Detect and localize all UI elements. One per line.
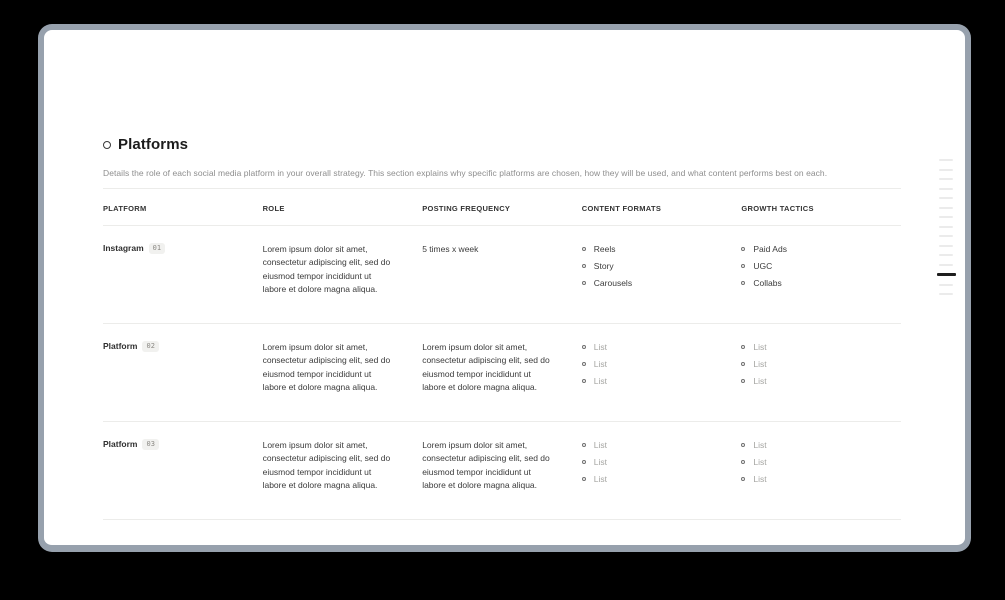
column-header-platform: PLATFORM [103, 204, 147, 213]
platform-number-badge: 01 [149, 243, 165, 254]
list-item[interactable] [741, 376, 876, 386]
list-item-label: List [593, 474, 608, 484]
table-row-platform-02[interactable] [103, 324, 901, 422]
list-item-label: Collabs [753, 278, 782, 288]
list-item-label: List [753, 342, 767, 352]
bullet-icon [582, 379, 586, 383]
list-item-label: List [753, 457, 767, 467]
list-item-label: List [753, 359, 767, 369]
table-header-row [103, 189, 901, 225]
list-item-label: List [753, 474, 767, 484]
role-cell[interactable]: Lorem ipsum dolor sit amet, consectetur adipiscing elit, sed do eiusmod tempor incididunt ut labore et dolore magna aliqua. [262, 342, 391, 393]
outline-dash[interactable] [939, 254, 953, 256]
list-item[interactable] [741, 359, 876, 369]
content-formats-list [582, 244, 717, 288]
list-item[interactable] [741, 342, 876, 352]
list-item-label: Story [593, 261, 614, 271]
platform-number-badge: 02 [142, 341, 158, 352]
list-item[interactable] [582, 440, 717, 450]
document-card [38, 24, 971, 552]
outline-dash-active[interactable] [937, 273, 956, 276]
list-item[interactable] [582, 457, 717, 467]
growth-tactics-list [741, 342, 876, 386]
posting-frequency-cell[interactable]: Lorem ipsum dolor sit amet, consectetur adipiscing elit, sed do eiusmod tempor incididunt ut labore et dolore magna aliqua. [422, 342, 550, 393]
column-header-role: ROLE [262, 204, 285, 213]
growth-tactics-list [741, 244, 876, 288]
content-formats-list [582, 342, 717, 386]
platform-name: Platform [103, 439, 138, 450]
bullet-icon [582, 362, 586, 366]
platform-name: Platform [103, 341, 138, 352]
list-item[interactable] [582, 261, 717, 271]
posting-frequency-cell[interactable]: 5 times x week [422, 244, 479, 254]
list-item-label: List [593, 457, 608, 467]
list-item-label: List [593, 376, 608, 386]
document-content [103, 30, 907, 545]
list-item[interactable] [741, 440, 876, 450]
bullet-icon [582, 460, 586, 464]
posting-frequency-cell[interactable]: Lorem ipsum dolor sit amet, consectetur adipiscing elit, sed do eiusmod tempor incididunt ut labore et dolore magna aliqua. [422, 440, 550, 491]
bullet-icon [582, 247, 586, 251]
bullet-icon [582, 345, 586, 349]
platform-name: Instagram [103, 243, 144, 254]
column-header-content-formats: CONTENT FORMATS [581, 204, 662, 213]
outline-dash[interactable] [939, 178, 953, 180]
list-item[interactable] [741, 474, 876, 484]
list-item[interactable] [582, 278, 717, 288]
list-item-label: List [593, 359, 608, 369]
outline-dash[interactable] [939, 169, 953, 171]
growth-tactics-list [741, 440, 876, 484]
section-title: Platforms [118, 136, 189, 153]
bullet-icon [741, 443, 745, 447]
list-item-label: Carousels [593, 278, 633, 288]
list-item-label: List [753, 440, 767, 450]
list-item[interactable] [582, 376, 717, 386]
bullet-icon [741, 362, 745, 366]
section-bullet-icon [103, 141, 111, 149]
list-item[interactable] [582, 342, 717, 352]
outline-dash[interactable] [939, 264, 953, 266]
bullet-icon [741, 281, 745, 285]
column-header-posting-frequency: POSTING FREQUENCY [422, 204, 511, 213]
list-item[interactable] [741, 457, 876, 467]
bullet-icon [741, 477, 745, 481]
outline-dash[interactable] [939, 284, 953, 286]
bullet-icon [582, 281, 586, 285]
list-item[interactable] [582, 474, 717, 484]
list-item[interactable] [582, 359, 717, 369]
table-row-platform-03[interactable] [103, 422, 901, 520]
bullet-icon [582, 443, 586, 447]
outline-dash[interactable] [939, 197, 953, 199]
list-item-label: UGC [753, 261, 773, 271]
bullet-icon [741, 379, 745, 383]
outline-dash[interactable] [939, 188, 953, 190]
platforms-table [103, 188, 901, 520]
outline-dash[interactable] [939, 216, 953, 218]
bullet-icon [582, 264, 586, 268]
section-description: Details the role of each social media platform in your overall strategy. This section explains why specific platforms are chosen, how they will be used, and what content performs best on each. [103, 168, 828, 178]
list-item-label: List [753, 376, 767, 386]
list-item-label: Paid Ads [753, 244, 787, 254]
section-heading[interactable] [103, 136, 188, 153]
list-item[interactable] [741, 278, 876, 288]
list-item-label: List [593, 342, 608, 352]
outline-dash[interactable] [939, 207, 953, 209]
role-cell[interactable]: Lorem ipsum dolor sit amet, consectetur adipiscing elit, sed do eiusmod tempor incididunt ut labore et dolore magna aliqua. [262, 244, 391, 295]
platform-number-badge: 03 [142, 439, 158, 450]
outline-dash[interactable] [939, 159, 953, 161]
outline-dash[interactable] [939, 245, 953, 247]
list-item-label: Reels [593, 244, 616, 254]
bullet-icon [741, 247, 745, 251]
list-item[interactable] [741, 261, 876, 271]
list-item-label: List [593, 440, 608, 450]
table-row-instagram[interactable] [103, 226, 901, 324]
list-item[interactable] [582, 244, 717, 254]
bullet-icon [582, 477, 586, 481]
outline-dash[interactable] [939, 226, 953, 228]
list-item[interactable] [741, 244, 876, 254]
outline-indicator [936, 159, 956, 295]
bullet-icon [741, 345, 745, 349]
outline-dash[interactable] [939, 293, 953, 295]
bullet-icon [741, 264, 745, 268]
bullet-icon [741, 460, 745, 464]
column-header-growth-tactics: GROWTH TACTICS [741, 204, 814, 213]
outline-dash[interactable] [939, 235, 953, 237]
role-cell[interactable]: Lorem ipsum dolor sit amet, consectetur adipiscing elit, sed do eiusmod tempor incididunt ut labore et dolore magna aliqua. [262, 440, 391, 491]
content-formats-list [582, 440, 717, 484]
